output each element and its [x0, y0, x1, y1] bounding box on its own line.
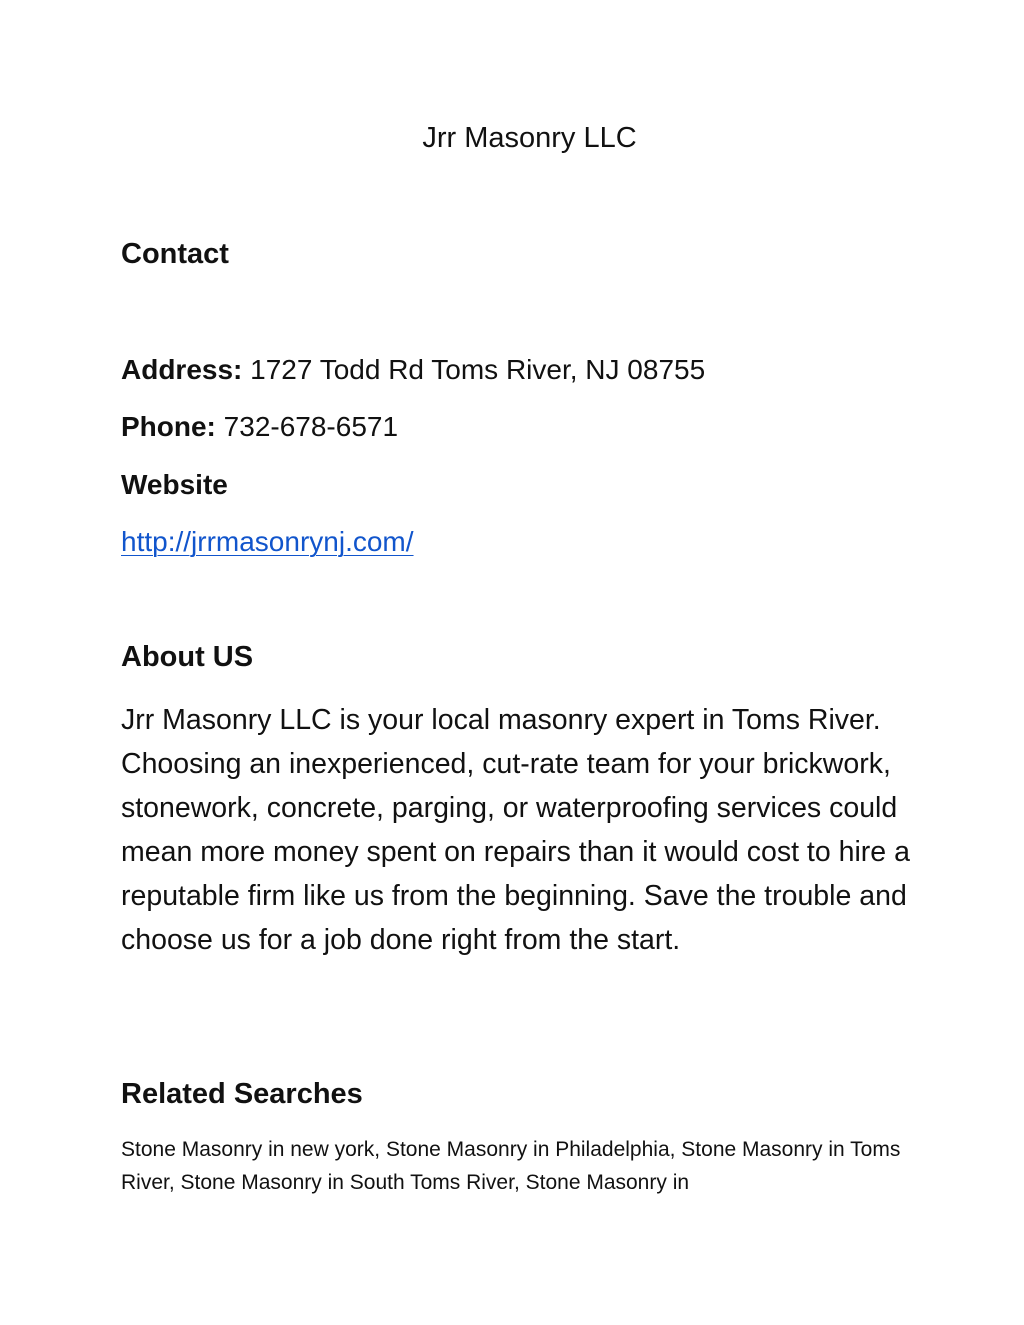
address-value: 1727 Todd Rd Toms River, NJ 08755 [250, 354, 706, 385]
phone-line [121, 411, 398, 443]
website-link-line [121, 526, 414, 558]
about-heading: About US [121, 641, 254, 673]
document-title: Jrr Masonry LLC [422, 122, 637, 154]
phone-value: 732-678-6571 [223, 411, 399, 442]
phone-label: Phone: [121, 411, 216, 442]
address-line [121, 354, 705, 386]
website-label: Website [121, 469, 228, 500]
contact-heading: Contact [121, 238, 229, 270]
website-link[interactable]: http://jrrmasonrynj.com/ [121, 526, 414, 557]
website-line [121, 469, 228, 501]
address-label: Address: [121, 354, 243, 385]
related-heading: Related Searches [121, 1078, 363, 1110]
related-searches-text: Stone Masonry in new york, Stone Masonry in Philadelphia, Stone Masonry in Toms River, Stone Masonry in South Toms River, Stone Masonry in [121, 1138, 901, 1194]
about-text: Jrr Masonry LLC is your local masonry expert in Toms River. Choosing an inexperienced, cut-rate team for your brickwork, stonework, concrete, parging, or waterproofing services could mean more money spent on repairs than it would cost to hire a reputable firm like us from the beginning. Save the trouble and choose us for a job done right from the start. [121, 704, 910, 956]
